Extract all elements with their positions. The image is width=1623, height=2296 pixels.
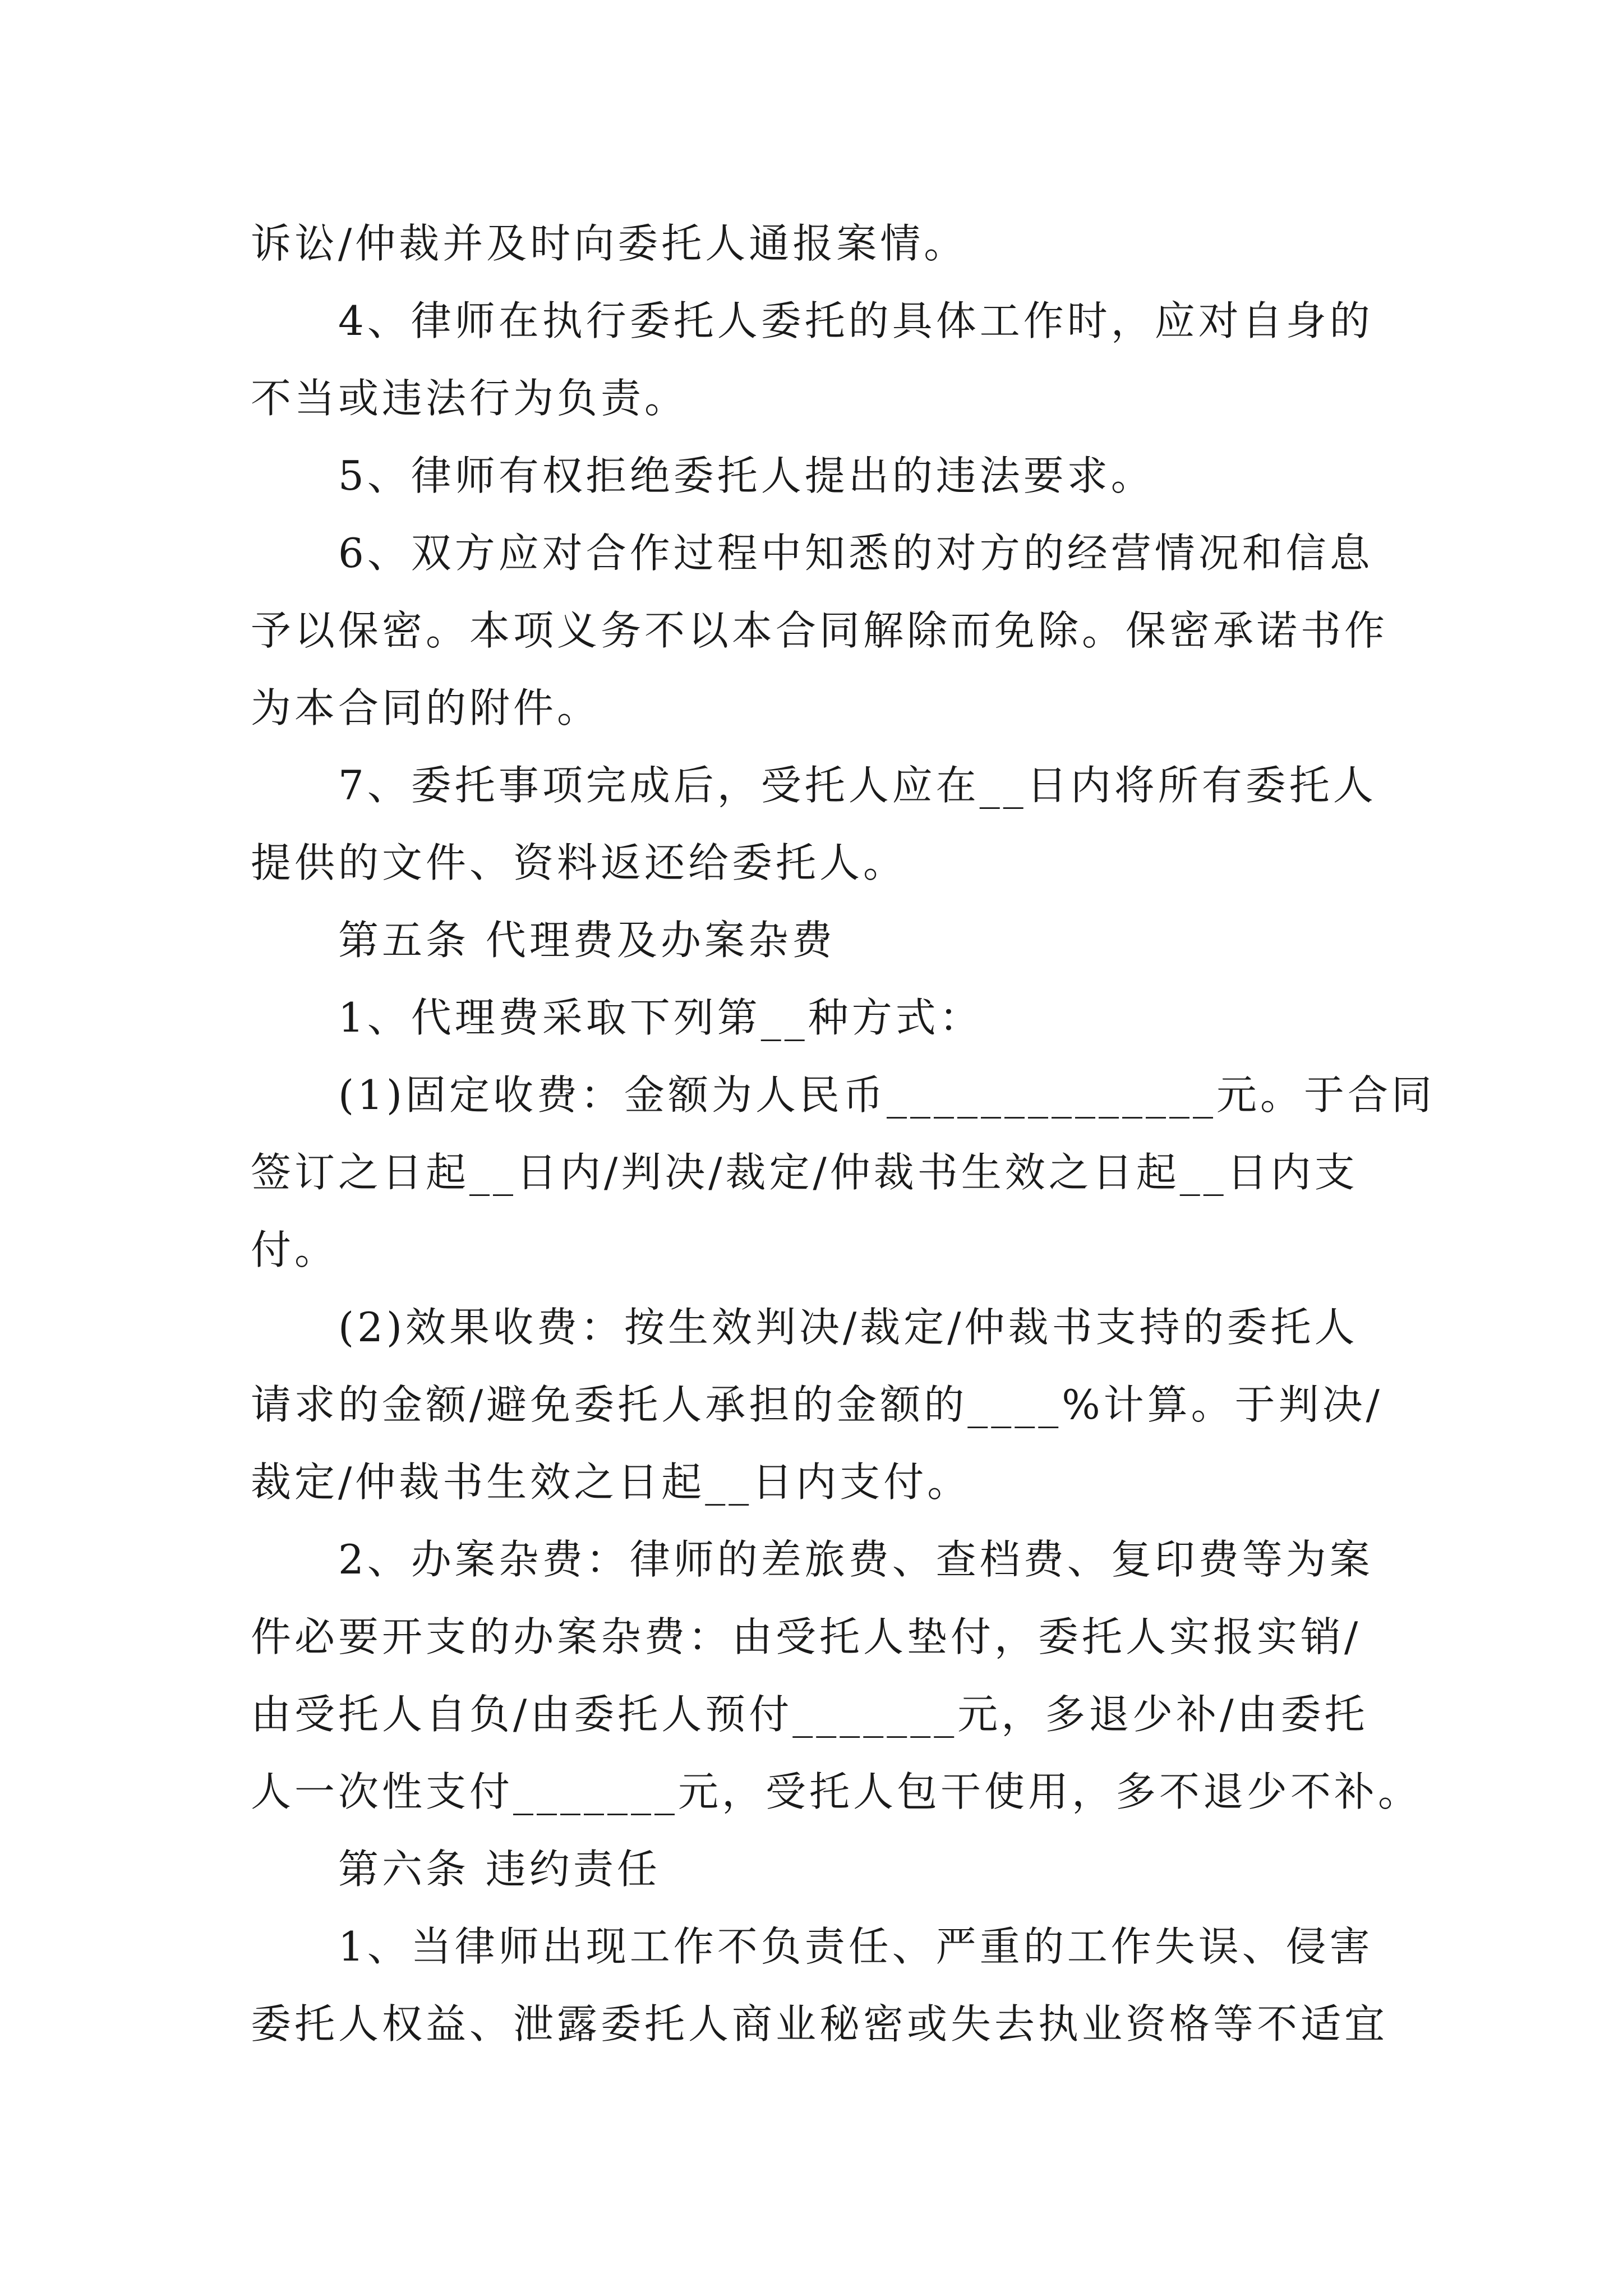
text-line: 付。	[251, 1226, 339, 1273]
text-line: 裁定/仲裁书生效之日起__日内支付。	[251, 1458, 971, 1506]
text-line: 签订之日起__日内/判决/裁定/仲裁书生效之日起__日内支	[251, 1149, 1358, 1196]
text-line: 请求的金额/避免委托人承担的金额的____%计算。于判决/	[251, 1381, 1383, 1428]
paragraph-clause-5	[251, 437, 1455, 514]
text-line: 1、代理费采取下列第__种方式：	[338, 994, 983, 1041]
paragraph-case-expenses	[251, 1521, 1455, 1830]
section-heading: 第五条 代理费及办案杂费	[338, 917, 836, 964]
paragraph-liability-item-1	[251, 1908, 1455, 2063]
paragraph-fixed-fee	[251, 1056, 1455, 1289]
text-line: 由受托人自负/由委托人预付_______元，多退少补/由委托	[251, 1691, 1368, 1738]
text-line: 6、双方应对合作过程中知悉的对方的经营情况和信息	[338, 530, 1373, 577]
paragraph-clause-7	[251, 747, 1455, 901]
section-heading-article-6	[251, 1830, 1455, 1908]
section-heading: 第六条 违约责任	[338, 1846, 661, 1893]
text-line: 诉讼/仲裁并及时向委托人通报案情。	[251, 220, 968, 267]
text-line: 2、办案杂费：律师的差旅费、查档费、复印费等为案	[338, 1536, 1373, 1583]
text-line: (2)效果收费：按生效判决/裁定/仲裁书支持的委托人	[338, 1304, 1358, 1351]
paragraph-clause-6	[251, 514, 1455, 747]
text-line: 件必要开支的办案杂费：由受托人垫付，委托人实报实销/	[251, 1613, 1362, 1660]
paragraph-clause-4	[251, 282, 1455, 437]
text-line: (1)固定收费：金额为人民币______________元。于合同	[338, 1071, 1435, 1119]
text-line: 委托人权益、泄露委托人商业秘密或失去执业资格等不适宜	[251, 2000, 1389, 2047]
text-line: 不当或违法行为负责。	[251, 375, 689, 422]
section-heading-article-5	[251, 901, 1455, 979]
text-line: 人一次性支付_______元，受托人包干使用，多不退少不补。	[251, 1768, 1422, 1815]
text-line: 5、律师有权拒绝委托人提出的违法要求。	[338, 452, 1155, 499]
text-line: 7、委托事项完成后，受托人应在__日内将所有委托人	[338, 762, 1377, 809]
text-line: 予以保密。本项义务不以本合同解除而免除。保密承诺书作	[251, 607, 1389, 654]
text-line: 为本合同的附件。	[251, 684, 601, 731]
paragraph-fee-item-1	[251, 979, 1455, 1056]
paragraph-result-fee	[251, 1289, 1455, 1521]
paragraph-continued	[251, 205, 1455, 282]
text-line: 4、律师在执行委托人委托的具体工作时，应对自身的	[338, 297, 1373, 344]
text-line: 1、当律师出现工作不负责任、严重的工作失误、侵害	[338, 1923, 1373, 1970]
text-line: 提供的文件、资料返还给委托人。	[251, 839, 907, 886]
